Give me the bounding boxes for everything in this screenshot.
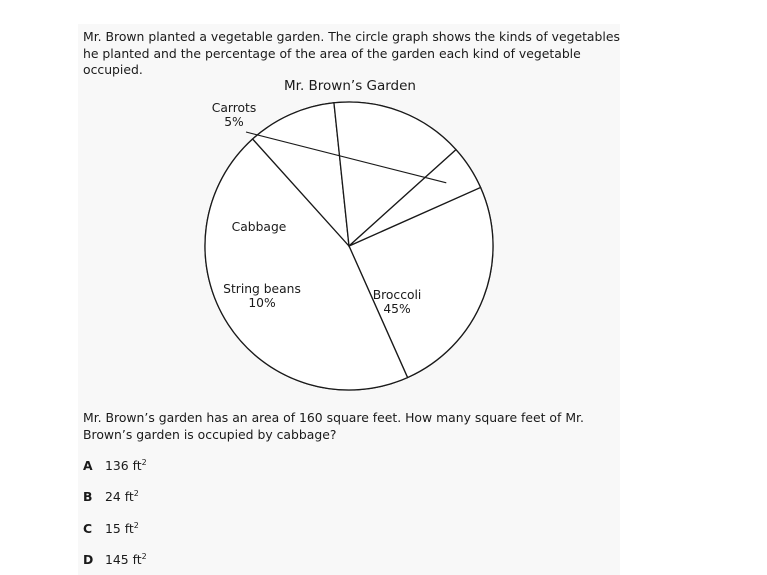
slice-value-label: 10% [248, 296, 276, 310]
choice-value: 15 [105, 521, 121, 537]
choice-letter: C [83, 521, 93, 537]
pie-chart [150, 94, 550, 394]
slice-value-label: 45% [383, 302, 411, 316]
choice-exponent: 2 [141, 552, 147, 561]
choice-letter: A [83, 458, 93, 474]
choice-unit: ft [132, 458, 142, 474]
answer-choice-a[interactable] [83, 458, 147, 473]
answer-choice-d[interactable] [83, 552, 147, 567]
slice-label: Broccoli [372, 288, 422, 302]
choice-exponent: 2 [133, 521, 139, 530]
answer-choice-b[interactable] [83, 489, 139, 504]
slice-label: String beans [223, 282, 301, 296]
question-text: Mr. Brown’s garden has an area of 160 square feet. How many square feet of Mr. Brown’s garden is occupied by cabbage? [83, 410, 584, 442]
answer-choice-c[interactable] [83, 521, 139, 536]
choice-unit: ft [124, 521, 134, 537]
choice-value: 24 [105, 489, 121, 505]
slice-value-label: 5% [224, 115, 244, 129]
slice-label: Cabbage [231, 220, 287, 234]
choice-letter: D [83, 552, 94, 568]
choice-value: 136 [105, 458, 129, 474]
intro-text: Mr. Brown planted a vegetable garden. The circle graph shows the kinds of vegetables he planted and the percentage of the area of the garden each kind of vegetable occupied. [83, 29, 620, 77]
choice-exponent: 2 [141, 458, 147, 467]
slice-label: Carrots [211, 101, 257, 115]
choice-exponent: 2 [133, 489, 139, 498]
choice-value: 145 [105, 552, 129, 568]
choice-unit: ft [132, 552, 142, 568]
chart-title: Mr. Brown’s Garden [283, 78, 416, 94]
choice-unit: ft [124, 489, 134, 505]
choice-letter: B [83, 489, 93, 505]
